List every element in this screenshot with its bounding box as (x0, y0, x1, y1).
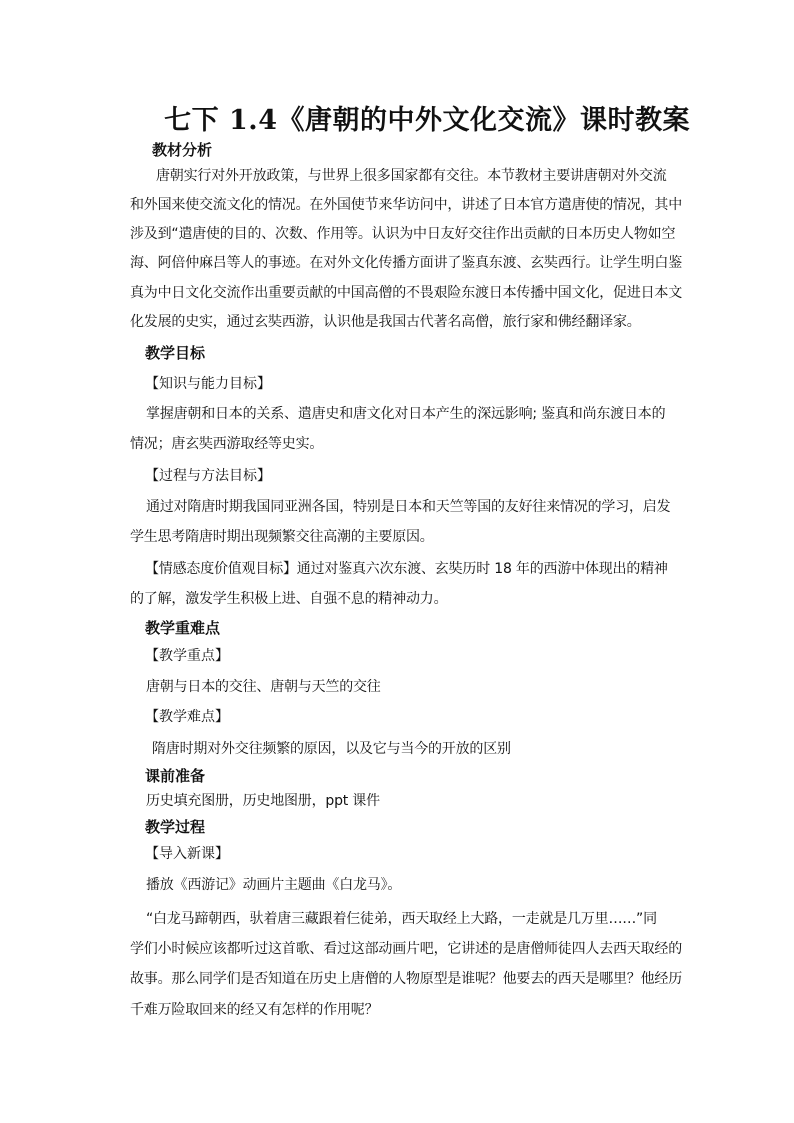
knowledge-label: 【知识与能力目标】 (145, 376, 271, 392)
story-line: “白龙马蹄朝西，驮着唐三藏跟着仨徒弟，西天取经上大路，一走就是几万里……”同 (146, 911, 657, 927)
material-heading: 教材分析 (152, 141, 213, 159)
document-title: 七下 1.4《唐朝的中外文化交流》课时教案 (164, 105, 690, 136)
emotion-line: 【情感态度价值观目标】通过对鉴真六次东渡、玄奘历时 18 年的西游中体现出的精神 (145, 561, 668, 577)
intro-text: 播放《西游记》动画片主题曲《白龙马》。 (146, 877, 402, 893)
key-heading: 教学重难点 (145, 619, 221, 637)
story-line: 千难万险取回来的经又有怎样的作用呢？ (130, 1002, 379, 1018)
difficult-label: 【教学难点】 (145, 709, 229, 725)
knowledge-line: 掌握唐朝和日本的关系、遣唐史和唐文化对日本产生的深远影响; 鉴真和尚东渡日本的 (146, 406, 666, 422)
prep-text: 历史填充图册，历史地图册，ppt 课件 (146, 793, 380, 809)
difficult-text: 隋唐时期对外交往频繁的原因，以及它与当今的开放的区别 (152, 741, 511, 757)
material-line: 化发展的史实，通过玄奘西游，认识他是我国古代著名高僧，旅行家和佛经翻译家。 (130, 314, 641, 330)
process2-heading: 教学过程 (145, 818, 206, 836)
material-line: 真为中日文化交流作出重要贡献的中国高僧的不畏艰险东渡日本传播中国文化，促进日本文 (130, 285, 682, 301)
key-text: 唐朝与日本的交往、唐朝与天竺的交往 (146, 679, 381, 695)
key-label: 【教学重点】 (145, 648, 229, 664)
emotion-line: 的了解，激发学生积极上进、自强不息的精神动力。 (130, 591, 448, 607)
material-line: 和外国来使交流文化的情况。在外国使节来华访问中，讲述了日本官方遣唐使的情况，其中 (130, 197, 682, 213)
process-label: 【过程与方法目标】 (145, 468, 271, 484)
story-line: 学们小时候应该都听过这首歌、看过这部动画片吧，它讲述的是唐僧师徒四人去西天取经的 (130, 941, 682, 957)
intro-label: 【导入新课】 (145, 846, 229, 862)
story-line: 故事。那么同学们是否知道在历史上唐僧的人物原型是谁呢？他要去的西天是哪里？他经历 (130, 971, 682, 987)
process-line: 学生思考隋唐时期出现频繁交往高潮的主要原因。 (130, 529, 434, 545)
prep-heading: 课前准备 (145, 767, 206, 785)
knowledge-line: 情况；唐玄奘西游取经等史实。 (130, 436, 324, 452)
material-line: 唐朝实行对外开放政策，与世界上很多国家都有交往。本节教材主要讲唐朝对外交流 (156, 168, 667, 184)
material-line: 涉及到“遣唐使的目的、次数、作用等。认识为中日友好交往作出贡献的日本历史人物如空 (130, 226, 676, 242)
material-line: 海、阿倍仲麻吕等人的事迹。在对外文化传播方面讲了鉴真东渡、玄奘西行。让学生明白鉴 (130, 255, 682, 271)
process-line: 通过对隋唐时期我国同亚洲各国，特别是日本和天竺等国的友好往来情况的学习，启发 (146, 499, 671, 515)
goal-heading: 教学目标 (145, 344, 206, 362)
